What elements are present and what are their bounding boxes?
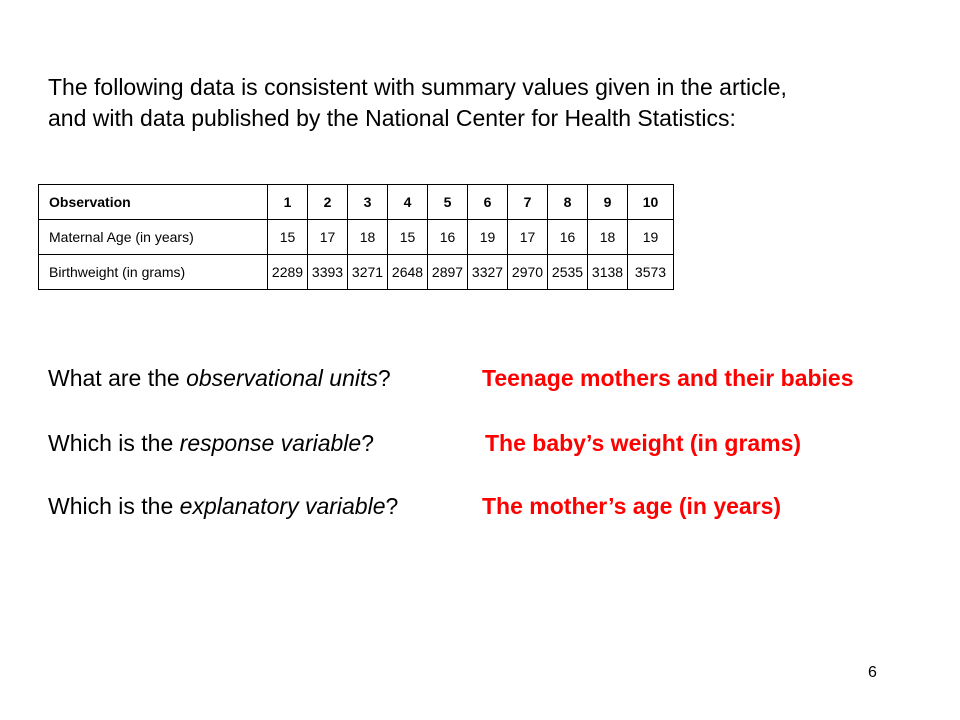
intro-line-2: and with data published by the National Center for Health Statistics: <box>48 105 736 131</box>
intro-text <box>48 72 928 134</box>
table-cell: 2970 <box>508 255 548 290</box>
header-cell: 6 <box>468 185 508 220</box>
table-cell: 19 <box>628 220 674 255</box>
table-cell: 3573 <box>628 255 674 290</box>
answer-text: The mother’s age (in years) <box>482 493 782 519</box>
table-row-maternal-age <box>39 220 674 255</box>
header-cell: 2 <box>308 185 348 220</box>
table-cell: 3327 <box>468 255 508 290</box>
table-cell: 16 <box>428 220 468 255</box>
table-cell: 2535 <box>548 255 588 290</box>
question-text: Which is the response variable? <box>48 430 375 456</box>
table-cell: 2648 <box>388 255 428 290</box>
table-cell: 19 <box>468 220 508 255</box>
table-cell: 18 <box>348 220 388 255</box>
table-cell: 2289 <box>268 255 308 290</box>
question-observational-units <box>48 364 948 392</box>
table-cell: 16 <box>548 220 588 255</box>
table-cell: 3271 <box>348 255 388 290</box>
row-label: Maternal Age (in years) <box>39 220 268 255</box>
question-response-variable <box>48 429 948 457</box>
question-explanatory-variable <box>48 492 948 520</box>
header-cell: 7 <box>508 185 548 220</box>
data-table <box>38 184 674 290</box>
table-cell: 17 <box>508 220 548 255</box>
table-cell: 3393 <box>308 255 348 290</box>
question-text: What are the observational units? <box>48 365 391 391</box>
header-cell: 4 <box>388 185 428 220</box>
answer-text: The baby’s weight (in grams) <box>485 430 802 456</box>
table-cell: 17 <box>308 220 348 255</box>
header-cell: 1 <box>268 185 308 220</box>
header-cell: 10 <box>628 185 674 220</box>
table-header-row <box>39 185 674 220</box>
header-cell: 5 <box>428 185 468 220</box>
table-cell: 15 <box>388 220 428 255</box>
question-text: Which is the explanatory variable? <box>48 493 399 519</box>
header-cell: 3 <box>348 185 388 220</box>
page-number: 6 <box>868 664 877 681</box>
row-label: Birthweight (in grams) <box>39 255 268 290</box>
header-cell: 8 <box>548 185 588 220</box>
table-cell: 3138 <box>588 255 628 290</box>
table-row-birthweight <box>39 255 674 290</box>
intro-line-1: The following data is consistent with summary values given in the article, <box>48 74 787 100</box>
header-cell: 9 <box>588 185 628 220</box>
answer-text: Teenage mothers and their babies <box>482 365 854 391</box>
table-cell: 18 <box>588 220 628 255</box>
table-cell: 15 <box>268 220 308 255</box>
header-label: Observation <box>39 185 268 220</box>
table-cell: 2897 <box>428 255 468 290</box>
